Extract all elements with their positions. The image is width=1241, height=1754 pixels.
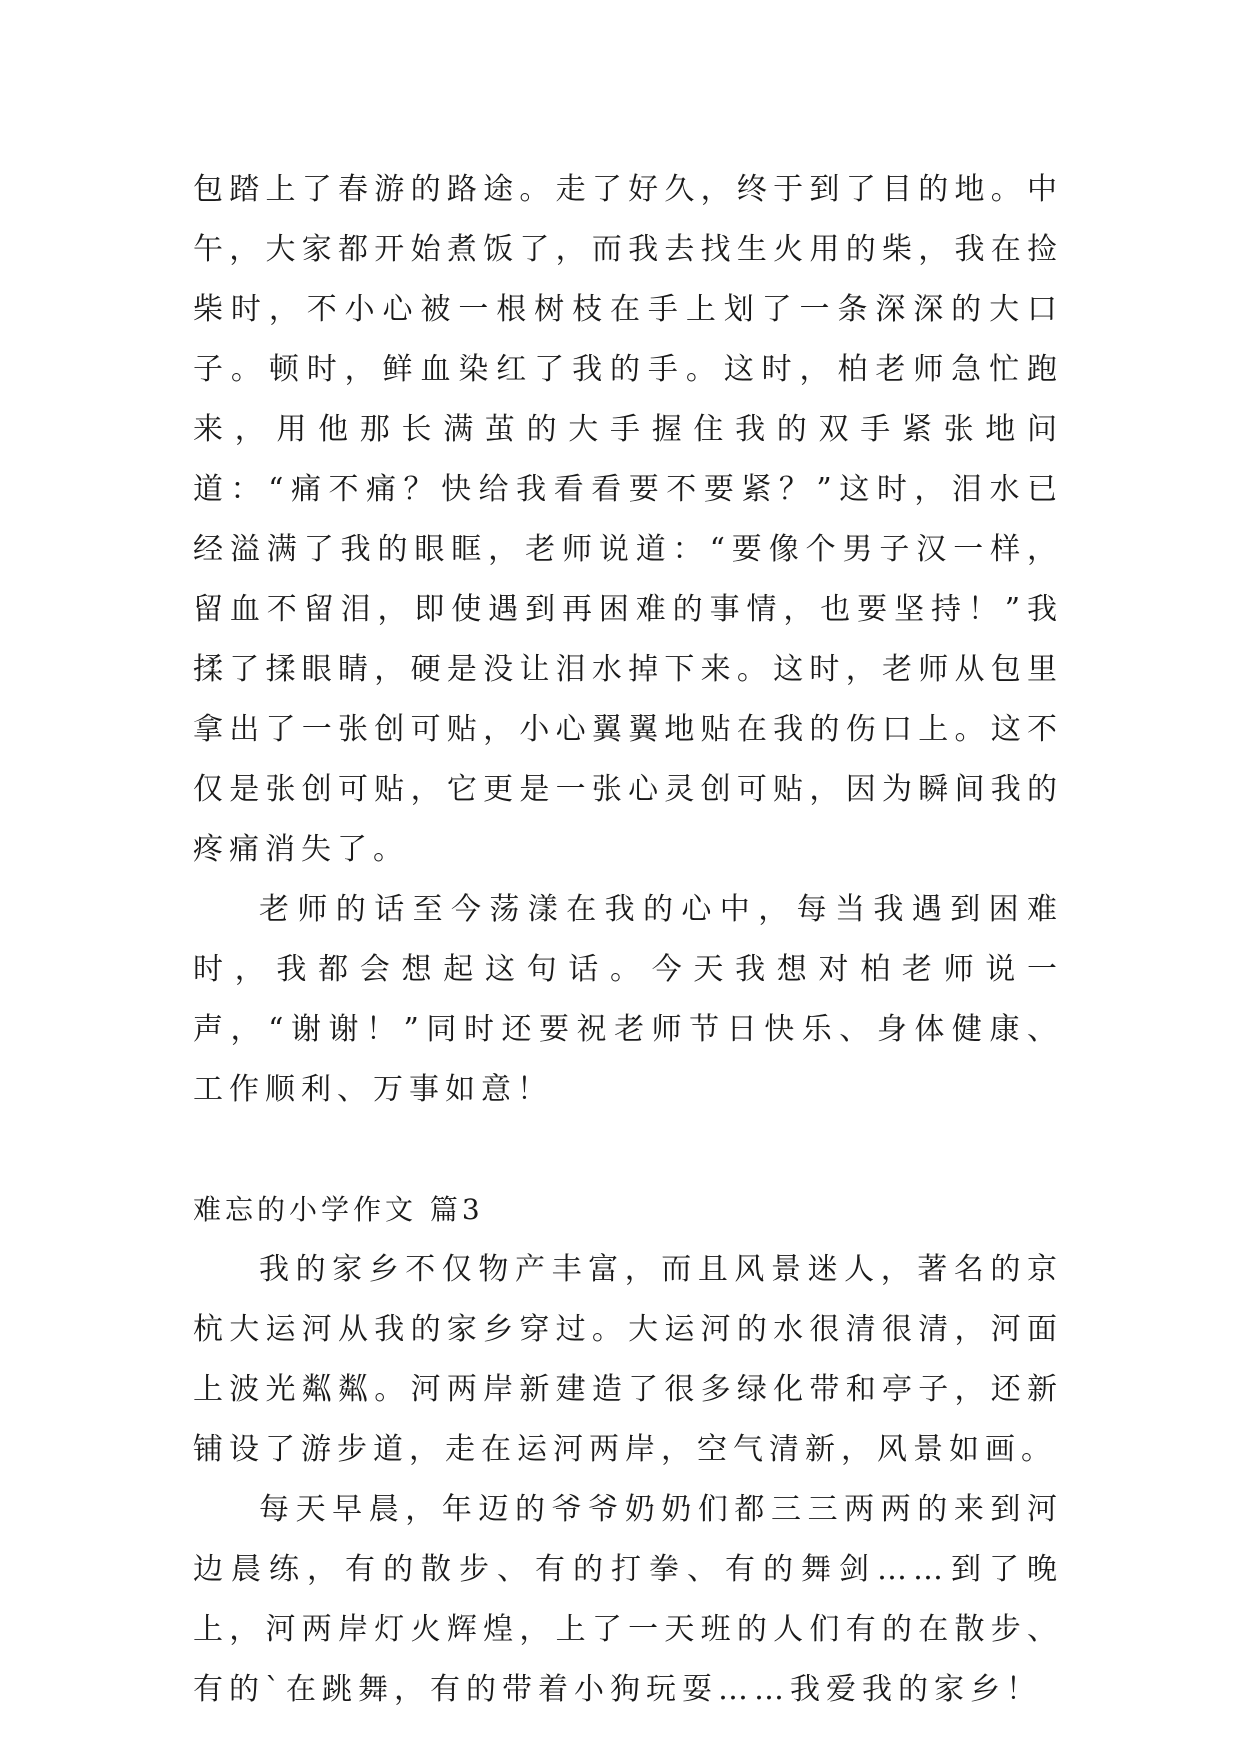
document-body [193, 160, 1063, 1720]
section-spacer [193, 1120, 1063, 1180]
paragraph-closing: 老师的话至今荡漾在我的心中，每当我遇到困难时，我都会想起这句话。今天我想对柏老师说一声，“谢谢！”同时还要祝老师节日快乐、身体健康、工作顺利、万事如意！ [193, 892, 1063, 1107]
paragraph-continued: 包踏上了春游的路途。走了好久，终于到了目的地。中午，大家都开始煮饭了，而我去找生火用的柴，我在捡柴时，不小心被一根树枝在手上划了一条深深的大口子。顿时，鲜血染红了我的手。这时，柏老师急忙跑来，用他那长满茧的大手握住我的双手紧张地问道：“痛不痛？快给我看看要不要紧？”这时，泪水已经溢满了我的眼眶，老师说道：“要像个男子汉一样，留血不留泪，即使遇到再困难的事情，也要坚持！”我揉了揉眼睛，硬是没让泪水掉下来。这时，老师从包里拿出了一张创可贴，小心翼翼地贴在我的伤口上。这不仅是张创可贴，它更是一张心灵创可贴，因为瞬间我的疼痛消失了。 [193, 172, 1063, 867]
section-heading: 难忘的小学作文 篇3 [193, 1193, 484, 1226]
paragraph-hometown-daily: 每天早晨，年迈的爷爷奶奶们都三三两两的来到河边晨练，有的散步、有的打拳、有的舞剑……到了晚上，河两岸灯火辉煌，上了一天班的人们有的在散步、有的`在跳舞，有的带着小狗玩耍……我爱我的家乡！ [193, 1492, 1063, 1707]
paragraph-hometown-intro: 我的家乡不仅物产丰富，而且风景迷人，著名的京杭大运河从我的家乡穿过。大运河的水很清很清，河面上波光粼粼。河两岸新建造了很多绿化带和亭子，还新铺设了游步道，走在运河两岸，空气清新，风景如画。 [193, 1252, 1063, 1467]
